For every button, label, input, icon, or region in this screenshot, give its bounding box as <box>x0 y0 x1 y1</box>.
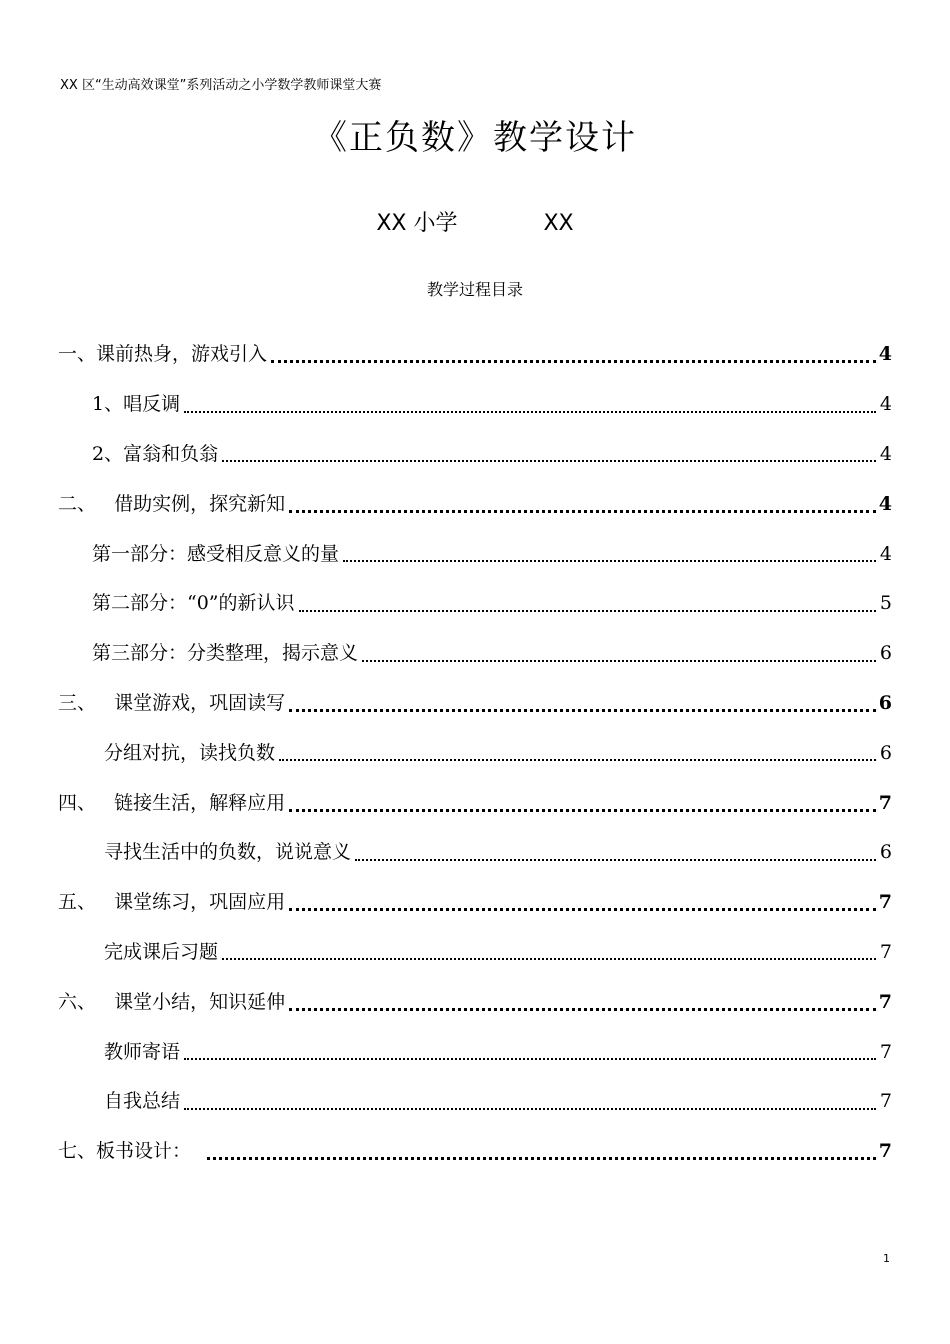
school-name: XX 小学 <box>376 211 458 236</box>
dot-leader <box>343 560 876 562</box>
toc-entry[interactable] <box>58 728 892 778</box>
toc-entry-page: 7 <box>878 891 892 914</box>
toc-entry-page: 7 <box>878 990 892 1013</box>
toc-entry[interactable] <box>58 430 892 480</box>
toc-entry[interactable] <box>58 1127 892 1177</box>
toc-entry-page: 6 <box>879 741 892 764</box>
page-number: 1 <box>883 1252 890 1265</box>
toc-entry-page: 4 <box>879 442 892 465</box>
dot-leader <box>362 660 876 662</box>
dot-leader <box>279 759 876 761</box>
toc-entry[interactable] <box>58 380 892 430</box>
toc-entry[interactable] <box>58 629 892 679</box>
toc-entry-page: 7 <box>878 791 892 814</box>
author-line <box>0 206 950 237</box>
toc-entry[interactable] <box>58 1027 892 1077</box>
toc-entry[interactable] <box>58 828 892 878</box>
dot-leader <box>289 709 876 712</box>
toc-entry-page: 7 <box>879 1090 892 1113</box>
toc-entry[interactable] <box>58 679 892 729</box>
toc-entry-label: 完成课后习题 <box>104 940 219 963</box>
toc-entry[interactable] <box>58 1077 892 1127</box>
toc-entry-page: 4 <box>879 393 892 416</box>
dot-leader <box>184 1058 876 1060</box>
toc-entry-page: 6 <box>878 691 892 714</box>
document-title: 《正负数》教学设计 <box>313 118 637 158</box>
toc-entry-page: 4 <box>879 542 892 565</box>
running-header: XX 区“生动高效课堂”系列活动之小学数学教师课堂大赛 <box>60 78 382 93</box>
toc-entry-page: 6 <box>879 642 892 665</box>
toc-entry-page: 7 <box>879 940 892 963</box>
toc-entry-label: 第二部分：“0”的新认识 <box>92 592 295 615</box>
toc-entry[interactable] <box>58 579 892 629</box>
toc-entry-page: 6 <box>879 841 892 864</box>
dot-leader <box>184 411 876 413</box>
dot-leader <box>289 510 876 513</box>
dot-leader <box>289 1008 876 1011</box>
toc-entry[interactable] <box>58 977 892 1027</box>
toc-entry[interactable] <box>58 778 892 828</box>
toc-entry-label: 2、富翁和负翁 <box>92 442 219 465</box>
toc-entry[interactable] <box>58 529 892 579</box>
toc-entry-page: 5 <box>879 592 892 615</box>
toc-entry-label: 第一部分：感受相反意义的量 <box>92 542 340 565</box>
dot-leader <box>222 958 876 960</box>
toc-entry-label: 第三部分：分类整理，揭示意义 <box>92 642 359 665</box>
dot-leader <box>271 360 876 363</box>
toc-entry-label: 教师寄语 <box>104 1040 181 1063</box>
toc-entry-label: 七、板书设计： <box>58 1140 192 1163</box>
dot-leader <box>299 610 876 612</box>
dot-leader <box>355 859 876 861</box>
toc-entry-label: 五、 课堂练习，巩固应用 <box>58 891 286 914</box>
dot-leader <box>207 1157 876 1160</box>
toc-entry-label: 1、唱反调 <box>92 393 181 416</box>
toc-entry-label: 一、课前热身，游戏引入 <box>58 343 268 366</box>
toc-entry-page: 4 <box>878 343 892 366</box>
dot-leader <box>289 908 876 911</box>
toc-entry[interactable] <box>58 878 892 928</box>
toc-entry-label: 二、 借助实例，探究新知 <box>58 492 286 515</box>
toc-entry-label: 四、 链接生活，解释应用 <box>58 791 286 814</box>
toc-entry-label: 寻找生活中的负数，说说意义 <box>104 841 352 864</box>
author-name: XX <box>543 211 574 236</box>
toc-heading: 教学过程目录 <box>426 280 523 299</box>
toc-entry[interactable] <box>58 330 892 380</box>
dot-leader <box>222 460 876 462</box>
toc-entry-label: 自我总结 <box>104 1090 181 1113</box>
toc-entry-page: 7 <box>879 1040 892 1063</box>
dot-leader <box>289 809 876 812</box>
toc-entry-page: 7 <box>878 1140 892 1163</box>
toc-entry[interactable] <box>58 479 892 529</box>
toc-entry-label: 分组对抗，读找负数 <box>104 741 276 764</box>
toc-entry-page: 4 <box>878 492 892 515</box>
dot-leader <box>184 1108 876 1110</box>
toc-entry-label: 六、 课堂小结，知识延伸 <box>58 990 286 1013</box>
table-of-contents <box>58 330 892 1177</box>
toc-entry[interactable] <box>58 928 892 978</box>
toc-entry-label: 三、 课堂游戏，巩固读写 <box>58 691 286 714</box>
